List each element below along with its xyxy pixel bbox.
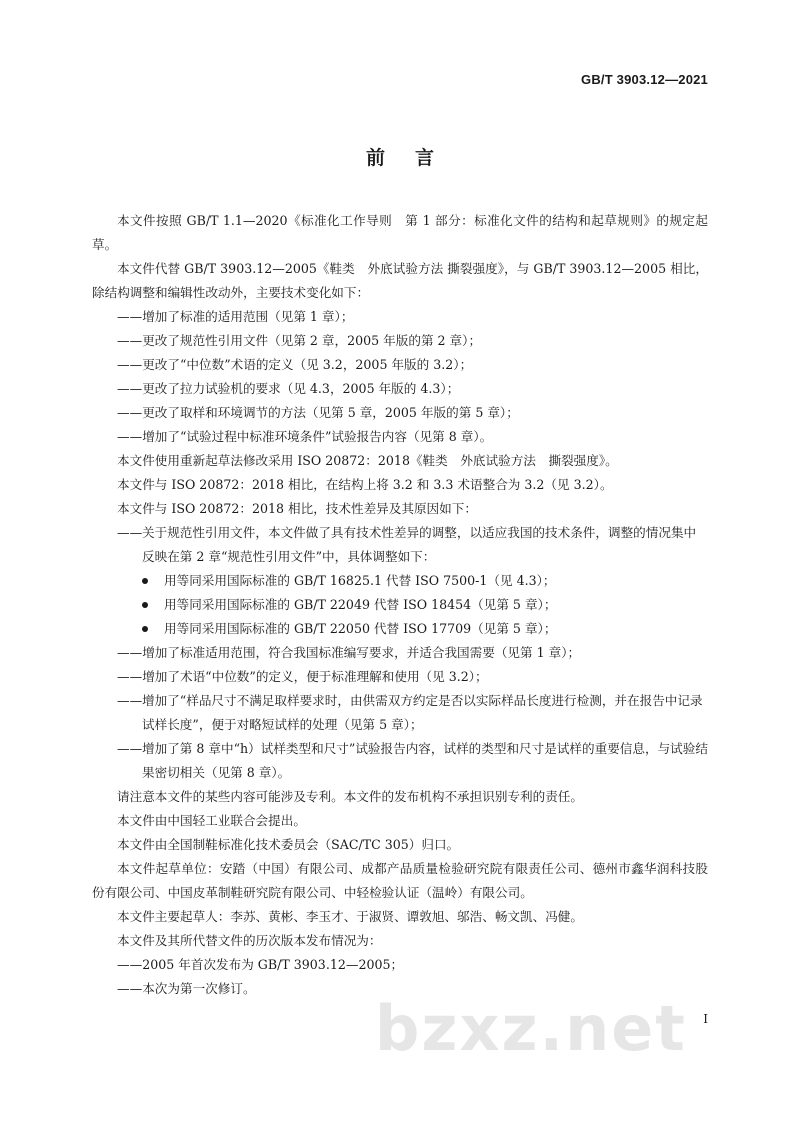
- paragraph: 本文件与 ISO 20872：2018 相比，在结构上将 3.2 和 3.3 术语整合为 3.2（见 3.2）。: [117, 477, 613, 492]
- bullet-text: 用等同采用国际标准的 GB/T 22050 代替 ISO 17709（见第 5 章）；: [164, 621, 557, 636]
- dash-list-item: ——更改了拉力试验机的要求（见 4.3，2005 年版的 4.3）；: [117, 381, 460, 396]
- bullet-list-item: [92, 593, 708, 617]
- bullet-text: 用等同采用国际标准的 GB/T 16825.1 代替 ISO 7500-1（见 4.3）；: [164, 573, 556, 588]
- standard-number: GB/T 3903.12—2021: [581, 72, 708, 87]
- paragraph: 本文件使用重新起草法修改采用 ISO 20872：2018《鞋类 外底试验方法 撕裂强度》。: [117, 453, 618, 468]
- dash-list-item: ——增加了“试验过程中标准环境条件”试验报告内容（见第 8 章）。: [117, 429, 493, 444]
- paragraph: 本文件及其所代替文件的历次版本发布情况为：: [117, 933, 382, 948]
- page-title: 前言: [365, 147, 464, 169]
- dash-list-item: [92, 689, 708, 737]
- dash-mark: ——: [117, 693, 143, 708]
- dash-list-item: ——2005 年首次发布为 GB/T 3903.12—2005；: [117, 957, 404, 972]
- dash-list-text: 关于规范性引用文件，本文件做了具有技术性差异的调整，以适应我国的技术条件，调整的情况集中反映在第 2 章“规范性引用文件”中，具体调整如下：: [142, 525, 697, 564]
- dash-mark: ——: [117, 741, 143, 756]
- paragraph: 本文件起草单位：安踏（中国）有限公司、成都产品质量检验研究院有限责任公司、德州市鑫华润科技股份有限公司、中国皮革制鞋研究院有限公司、中轻检验认证（温岭）有限公司。: [92, 861, 708, 900]
- bullet-dot-icon: [142, 578, 148, 584]
- dash-list-item: [92, 737, 708, 785]
- dash-list-item: ——本次为第一次修订。: [117, 981, 256, 996]
- foreword-body: [92, 209, 708, 1001]
- dash-list-text: 增加了第 8 章中“h）试样类型和尺寸”试验报告内容，试样的类型和尺寸是试样的重要信息，与试验结果密切相关（见第 8 章）。: [142, 741, 708, 780]
- bullet-text: 用等同采用国际标准的 GB/T 22049 代替 ISO 18454（见第 5 章）；: [164, 597, 557, 612]
- bullet-dot-icon: [142, 626, 148, 632]
- dash-list-item: ——更改了取样和环境调节的方法（见第 5 章，2005 年版的第 5 章）；: [117, 405, 519, 420]
- dash-list-item: [92, 521, 708, 569]
- paragraph: 本文件主要起草人：李苏、黄彬、李玉才、于淑贤、谭敦旭、邬浩、畅文凯、冯健。: [117, 909, 583, 924]
- dash-list-item: ——增加了术语“中位数”的定义，便于标准理解和使用（见 3.2）；: [117, 669, 488, 684]
- dash-list-item: ——更改了“中位数”术语的定义（见 3.2，2005 年版的 3.2）；: [117, 357, 473, 372]
- dash-list-item: ——更改了规范性引用文件（见第 2 章，2005 年版的第 2 章）；: [117, 333, 482, 348]
- paragraph: 请注意本文件的某些内容可能涉及专利。本文件的发布机构不承担识别专利的责任。: [117, 789, 583, 804]
- dash-mark: ——: [117, 525, 143, 540]
- bullet-list-item: [92, 569, 708, 593]
- paragraph: 本文件由全国制鞋标准化技术委员会（SAC/TC 305）归口。: [117, 837, 460, 852]
- dash-list-item: ——增加了标准适用范围，符合我国标准编写要求，并适合我国需要（见第 1 章）；: [117, 645, 581, 660]
- paragraph: 本文件按照 GB/T 1.1—2020《标准化工作导则 第 1 部分：标准化文件的结构和起草规则》的规定起草。: [92, 213, 708, 252]
- paragraph: 本文件由中国轻工业联合会提出。: [117, 813, 306, 828]
- paragraph: 本文件代替 GB/T 3903.12—2005《鞋类 外底试验方法 撕裂强度》，与 GB/T 3903.12—2005 相比，除结构调整和编辑性改动外，主要技术变化如下：: [92, 261, 708, 300]
- watermark: bzxz.net: [375, 992, 687, 1065]
- dash-list-text: 增加了“样品尺寸不满足取样要求时，由供需双方约定是否以实际样品长度进行检测，并在报告中记录试样长度”，便于对略短试样的处理（见第 5 章）；: [142, 693, 703, 732]
- page-number: I: [703, 1012, 708, 1026]
- paragraph: 本文件与 ISO 20872：2018 相比，技术性差异及其原因如下：: [117, 501, 477, 516]
- bullet-dot-icon: [142, 602, 148, 608]
- bullet-list-item: [92, 617, 708, 641]
- dash-list-item: ——增加了标准的适用范围（见第 1 章）；: [117, 309, 354, 324]
